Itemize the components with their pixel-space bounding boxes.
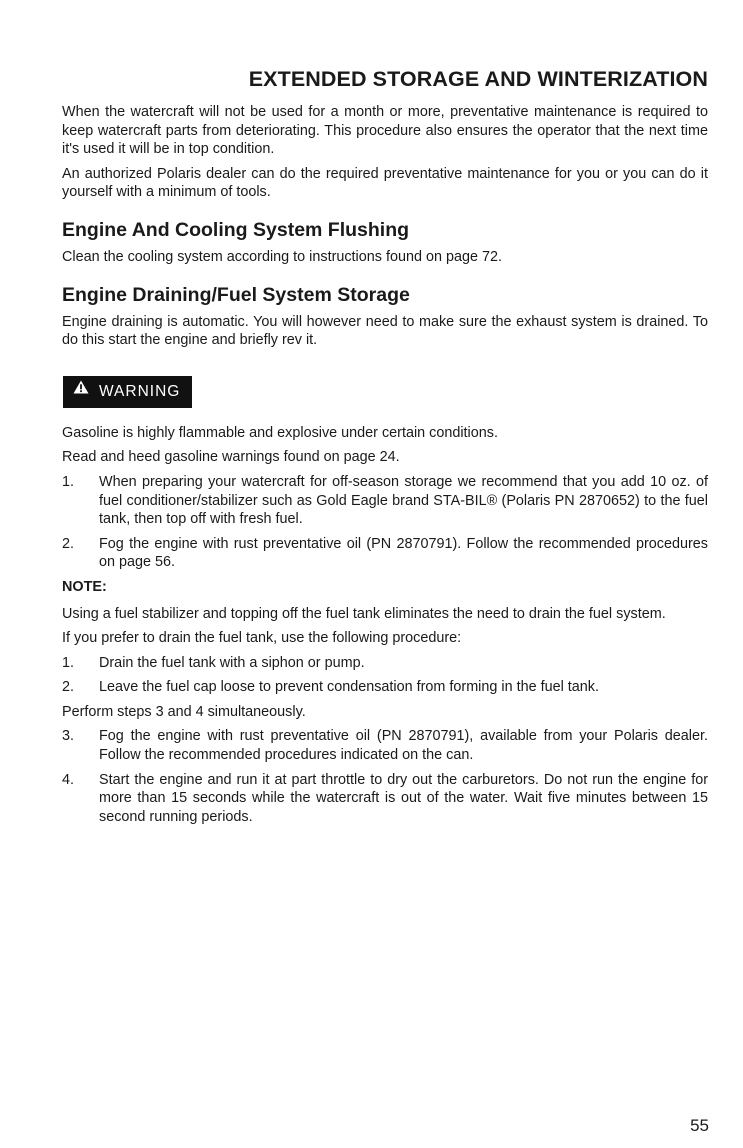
- section-heading-flushing: Engine And Cooling System Flushing: [62, 218, 410, 241]
- step-number: 4.: [62, 771, 75, 788]
- step-number: 1.: [62, 654, 75, 671]
- note-line-2: If you prefer to drain the fuel tank, use the following procedure:: [62, 630, 462, 647]
- note-label: NOTE:: [62, 578, 107, 595]
- list-item: [62, 727, 708, 764]
- step-text: Fog the engine with rust preventative oil (PN 2870791), available from your Polaris dealer. Follow the recommended procedures indicated on the can.: [99, 728, 708, 764]
- warning-line-2: Read and heed gasoline warnings found on page 24.: [62, 449, 400, 466]
- list-item: [62, 771, 708, 827]
- section-text-draining: Engine draining is automatic. You will however need to make sure the exhaust system is drained. To do this start the engine and briefly rev it.: [62, 313, 708, 349]
- step-number: 2.: [62, 679, 75, 696]
- warning-triangle-icon: [73, 380, 89, 400]
- step-number: 1.: [62, 473, 75, 490]
- step-text: When preparing your watercraft for off-season storage we recommend that you add 10 oz. of fuel conditioner/stabilizer such as Gold Eagle brand STA-BIL® (Polaris PN 2870652) to the fuel tank, then top off with fresh fuel.: [99, 473, 708, 528]
- list-item: [62, 535, 708, 572]
- warning-line-1: Gasoline is highly flammable and explosive under certain conditions.: [62, 424, 498, 441]
- step-text: Drain the fuel tank with a siphon or pump.: [99, 654, 365, 671]
- warning-label: WARNING: [99, 382, 181, 400]
- manual-page: [62, 64, 708, 832]
- step-number: 3.: [62, 728, 75, 745]
- list-item: [62, 654, 708, 673]
- drain-steps-list: [62, 654, 708, 697]
- section-text-flushing: Clean the cooling system according to instructions found on page 72.: [62, 248, 502, 265]
- step-text: Leave the fuel cap loose to prevent condensation from forming in the fuel tank.: [99, 679, 599, 696]
- list-item: [62, 473, 708, 529]
- note-line-1: Using a fuel stabilizer and topping off the fuel tank eliminates the need to drain the fuel system.: [62, 605, 666, 622]
- intro-paragraph-1: When the watercraft will not be used for a month or more, preventative maintenance is required to keep watercraft parts from deteriorating. This procedure also ensures the operator that the next time it's used it will be in top condition.: [62, 104, 708, 158]
- step-number: 2.: [62, 535, 75, 552]
- step-text: Start the engine and run it at part throttle to dry out the carburetors. Do not run the engine for more than 15 seconds while the watercraft is out of the water. Wait five minutes between 15 second running periods.: [99, 771, 708, 825]
- list-item: [62, 678, 708, 697]
- storage-steps-list: [62, 473, 708, 572]
- fog-steps-list: [62, 727, 708, 826]
- step-text: Fog the engine with rust preventative oil (PN 2870791). Follow the recommended procedures on page 56.: [99, 535, 708, 571]
- simultaneous-instruction: Perform steps 3 and 4 simultaneously.: [62, 703, 306, 720]
- page-number: 55: [690, 1116, 709, 1135]
- warning-banner: [63, 376, 192, 408]
- section-heading-draining: Engine Draining/Fuel System Storage: [62, 283, 410, 306]
- page-title: EXTENDED STORAGE AND WINTERIZATION: [248, 67, 708, 91]
- intro-paragraph-2: An authorized Polaris dealer can do the required preventative maintenance for you or you can do it yourself with a minimum of tools.: [62, 165, 708, 201]
